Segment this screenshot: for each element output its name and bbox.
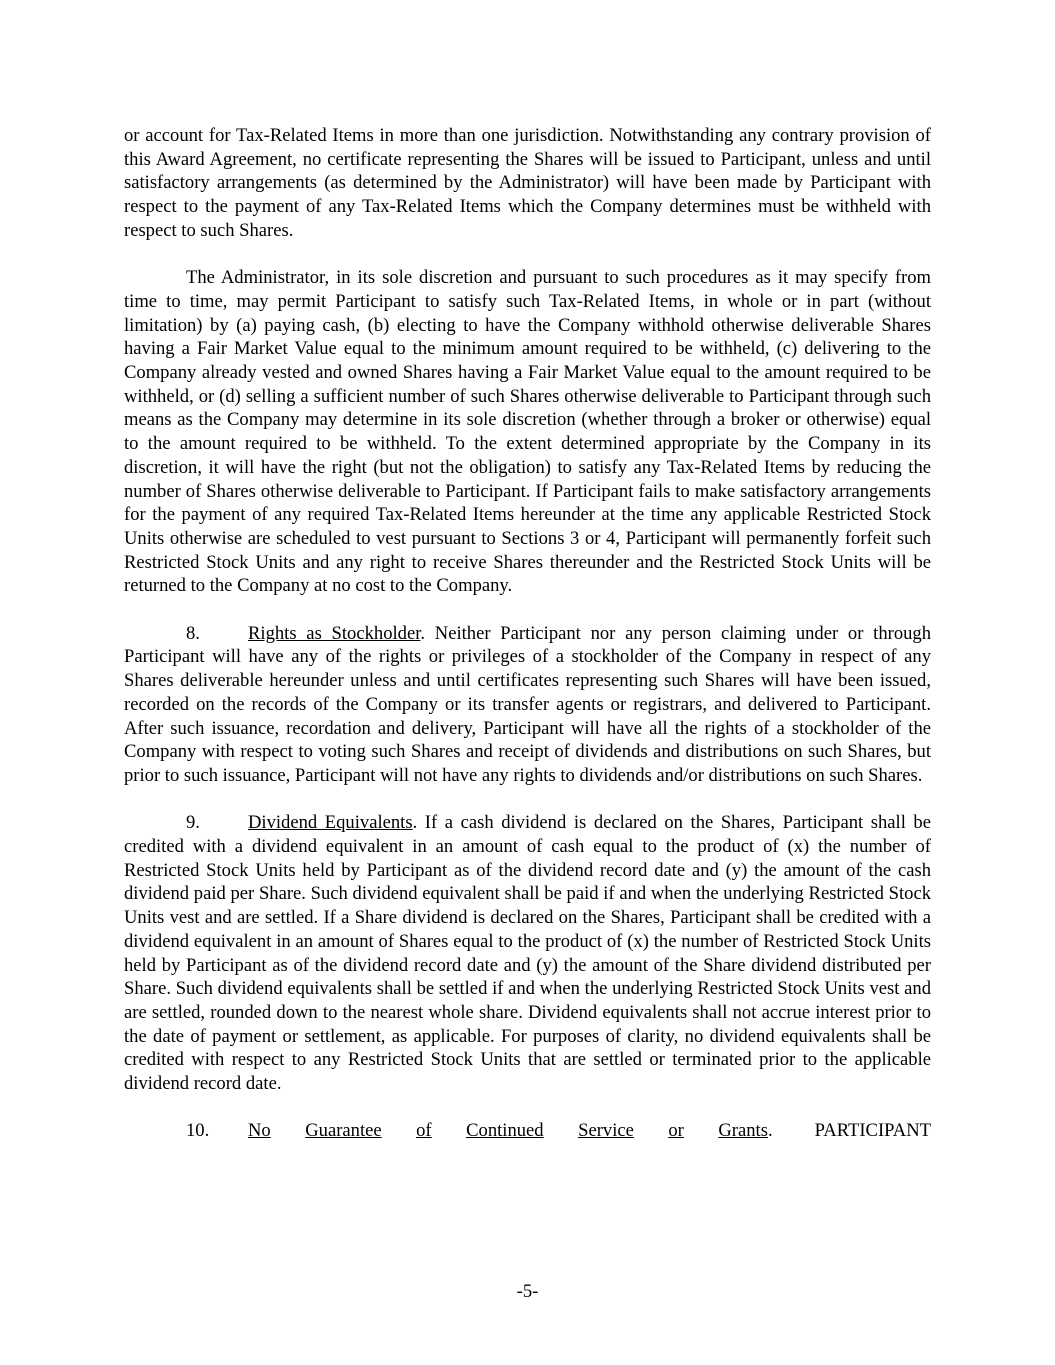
page-number: -5-	[516, 1281, 539, 1302]
section-8	[124, 622, 931, 788]
section-number: 9.	[186, 812, 200, 834]
heading-word: Continued	[466, 1120, 544, 1142]
section-heading	[248, 1119, 768, 1143]
section-10	[124, 1119, 931, 1143]
section-9	[124, 811, 931, 1095]
heading-word: of	[416, 1120, 432, 1142]
document-body	[124, 124, 931, 1143]
heading-word: or	[668, 1120, 684, 1142]
heading-word: No	[248, 1120, 271, 1142]
heading-word: Service	[578, 1120, 634, 1142]
paragraph-administrator: The Administrator, in its sole discretion and pursuant to such procedures as it may specify from time to time, may permit Participant to satisfy such Tax-Related Items, in whole or in part (without limitation) by (a) paying cash, (b) electing to have the Company withhold otherwise deliverable Shares having a Fair Market Value equal to the minimum amount required to be withheld, (c) delivering to the Company already vested and owned Shares having a Fair Market Value equal to the amount required to be withheld, or (d) selling a sufficient number of such Shares otherwise deliverable to Participant through such means as the Company may determine in its sole discretion (whether through a broker or otherwise) equal to the amount required to be withheld. To the extent determined appropriate by the Company in its discretion, it will have the right (but not the obligation) to satisfy any Tax-Related Items by reducing the number of Shares otherwise deliverable to Participant. If Participant fails to make satisfactory arrangements for the payment of any required Tax-Related Items hereunder at the time any applicable Restricted Stock Units otherwise are scheduled to vest pursuant to Sections 3 or 4, Participant will permanently forfeit such Restricted Stock Units and any right to receive Shares thereunder and the Restricted Stock Units will be returned to the Company at no cost to the Company.	[124, 267, 931, 597]
section-trailing-text: PARTICIPANT	[814, 1120, 931, 1142]
paragraph-tax-continuation: or account for Tax-Related Items in more than one jurisdiction. Notwithstanding any contrary provision of this Award Agreement, no certificate representing the Shares will be issued to Participant, unless and until satisfactory arrangements (as determined by the Administrator) will have been made by Participant with respect to the payment of any Tax-Related Items which the Company determines must be withheld with respect to such Shares.	[124, 125, 931, 241]
section-text: . If a cash dividend is declared on the Shares, Participant shall be credited with a dividend equivalent in an amount of cash equal to the product of (x) the number of Restricted Stock Units held by Participant as of the dividend record date and (y) the amount of the cash dividend paid per Share. Such dividend equivalent shall be paid if and when the underlying Restricted Stock Units vest and are settled. If a Share dividend is declared on the Shares, Participant shall be credited with a dividend equivalent in an amount of Shares equal to the product of (x) the number of Restricted Stock Units held by Participant as of the dividend record date and (y) the amount of the Share dividend distributed per Share. Such dividend equivalents shall be settled if and when the underlying Restricted Stock Units vest and are settled, rounded down to the nearest whole share. Dividend equivalents shall not accrue interest prior to the date of payment or settlement, as applicable. For purposes of clarity, no dividend equivalents shall be credited with respect to any Restricted Stock Units that are settled or terminated prior to the applicable dividend record date.	[124, 812, 931, 1095]
heading-word: Grants	[718, 1120, 768, 1142]
section-number: 10.	[186, 1120, 210, 1142]
section-text: . Neither Participant nor any person claiming under or through Participant will have any of the rights or privileges of a stockholder of the Company in respect of any Shares deliverable hereunder unless and until certificates representing such Shares will have been issued, recorded on the records of the Company or its transfer agents or registrars, and delivered to Participant. After such issuance, recordation and delivery, Participant will have all the rights of a stockholder of the Company with respect to voting such Shares and receipt of dividends and distributions on such Shares, but prior to such issuance, Participant will not have any rights to dividends and/or distributions on such Shares.	[124, 622, 932, 786]
heading-word: Guarantee	[305, 1120, 382, 1142]
section-heading: Dividend Equivalents	[248, 812, 413, 834]
section-text: .	[768, 1120, 773, 1142]
section-number: 8.	[186, 622, 200, 644]
section-heading: Rights as Stockholder	[248, 622, 421, 644]
